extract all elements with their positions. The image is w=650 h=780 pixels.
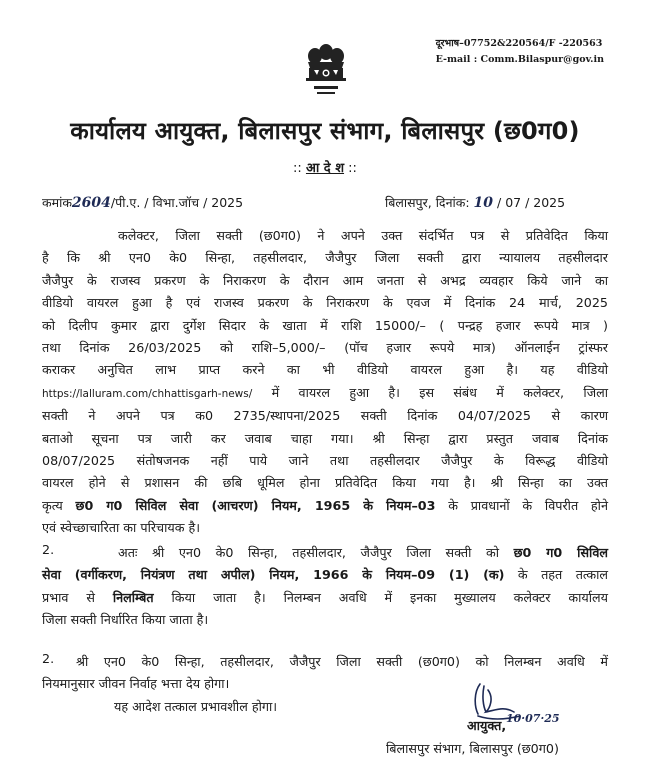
handwritten-sign-date: 10·07·25 xyxy=(506,712,560,725)
contact-block xyxy=(436,36,604,68)
handwritten-day: 10 xyxy=(473,195,494,211)
order-heading: :: आ दे श :: xyxy=(293,161,357,176)
handwritten-ref-no: 2604 xyxy=(71,195,111,211)
paragraph-2: अतः श्री एन0 के0 सिन्हा, तहसीलदार, जैजैपुर जिला सक्ती को छ0 ग0 सिविल सेवा (वर्गीकरण, नियंत्रण तथा अपील) नियम, 1966 के नियम–09 (1) (क) के तहत तत्काल प्रभाव से निलम्बित किया जाता है। निलम्बन अवधि में इनका मुख्यालय कलेक्टर कार्यालय जिला सक्ती निर्धारित किया जाता है। xyxy=(42,545,608,628)
reference-number: कमांक2604/पी.ए. / विभा.जॉच / 2025 xyxy=(42,195,244,211)
phone-number: दूरभाष–07752&220564/F -220563 xyxy=(435,38,603,49)
office-title: कार्यालय आयुक्त, बिलासपुर संभाग, बिलासपुर (छ0ग0) xyxy=(70,117,580,145)
paragraph-1: कलेक्टर, जिला सक्ती (छ0ग0) ने अपने उक्त संदर्भित पत्र से प्रतिवेदित किया है कि श्री एन0 के0 सिन्हा, तहसीलदार, जैजैपुर जिला सक्ती द्वारा न्यायालय तहसीलदार जैजैपुर के राजस्व प्रकरण के निराकरण के दौरान आम जनता से अभद्र व्यवहार किये जाने का वीडियो वायरल हुआ है एवं राजस्व प्रकरण के निराकरण के एवज में दिनांक 24 मार्च, 2025 को दिलीप कुमार द्वारा दुर्गेश सिदार के खाता में राशि 15000/– ( पन्द्रह हजार रूपये मात्र ) तथा दिनांक 26/03/2025 को राशि–5,000/– (पॉच हजार रूपये मात्र) ऑनलाईन ट्रांस्फर कराकर अनुचित लाभ प्राप्त करने का भी वीडियो वायरल हुआ है। यह वीडियो https://lalluram.com/chhattisgarh-news/ में वायरल हुआ है। इस संबंध में कलेक्टर, जिला सक्ती ने अपने पत्र क0 2735/स्थापना/2025 सक्ती दिनांक 04/07/2025 से कारण बताओ सूचना पत्र जारी कर जवाब चाहा गया। श्री सिन्हा द्वारा प्रस्तुत जवाब दिनांक 08/07/2025 संतोषजनक नहीं पाये जाने तथा तहसीलदार जैजैपुर के विरूद्ध वीडियो वायरल होने से प्रशासन की छबि धूमिल होना प्रतिवेदित किया गया है। श्री सिन्हा का उक्त कृत्य छ0 ग0 सिविल सेवा (आचरण) नियम, 1965 के नियम–03 के प्रावधानों के विपरीत होने एवं स्वेच्छाचारिता का परिचायक है। xyxy=(42,228,608,536)
email-address: E-mail : Comm.Bilaspur@gov.in xyxy=(435,54,604,65)
state-emblem-icon xyxy=(300,34,352,106)
signatory-title: आयुक्त, xyxy=(467,718,507,733)
order-date: बिलासपुर, दिनांक: 10 / 07 / 2025 xyxy=(385,195,566,211)
paragraph-3-number: 2. xyxy=(42,651,55,666)
signatory-office: बिलासपुर संभाग, बिलासपुर (छ0ग0) xyxy=(386,741,559,756)
paragraph-2-number: 2. xyxy=(42,542,55,557)
paragraph-3: श्री एन0 के0 सिन्हा, तहसीलदार, जैजैपुर जिला सक्ती (छ0ग0) को निलम्बन अवधि में नियमानुसार जीवन निर्वाह भत्ता देय होगा। यह आदेश तत्काल प्रभावशील होगा। xyxy=(42,654,608,714)
news-url-link: https://lalluram.com/chhattisgarh-news/ xyxy=(42,387,253,400)
